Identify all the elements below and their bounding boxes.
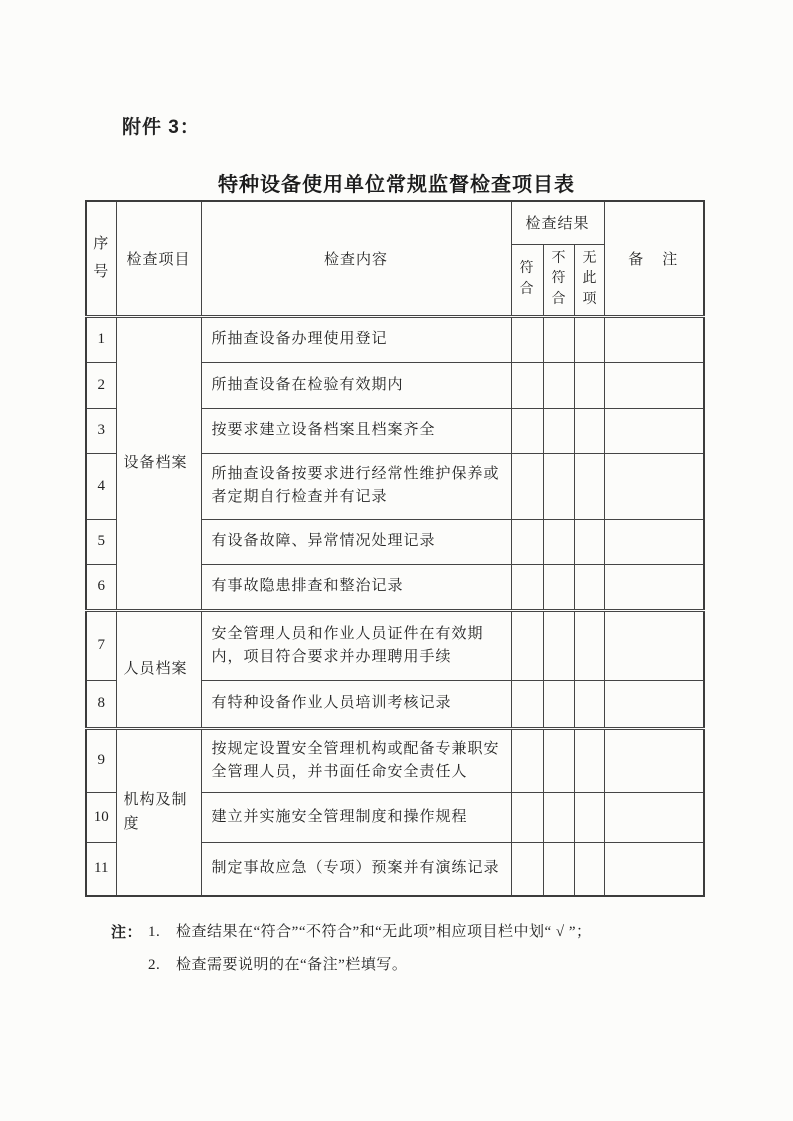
header-result-nonconform: 不符合	[543, 244, 574, 316]
content-cell: 按规定设置安全管理机构或配备专兼职安全管理人员，并书面任命安全责任人	[201, 728, 511, 792]
seq-cell: 4	[86, 453, 116, 519]
seq-cell: 1	[86, 316, 116, 362]
result-cell-na	[574, 680, 604, 728]
result-cell-conform	[511, 564, 543, 610]
result-cell-nonconform	[543, 792, 574, 842]
result-cell-conform	[511, 316, 543, 362]
item-cell-equipment-files: 设备档案	[116, 316, 201, 610]
result-cell-nonconform	[543, 842, 574, 896]
result-cell-nonconform	[543, 316, 574, 362]
remarks-cell	[604, 453, 704, 519]
seq-cell: 2	[86, 362, 116, 408]
remarks-cell	[604, 792, 704, 842]
result-cell-na	[574, 842, 604, 896]
result-cell-na	[574, 362, 604, 408]
remarks-cell	[604, 316, 704, 362]
result-cell-conform	[511, 519, 543, 564]
content-cell: 有特种设备作业人员培训考核记录	[201, 680, 511, 728]
seq-cell: 9	[86, 728, 116, 792]
content-cell: 所抽查设备按要求进行经常性维护保养或者定期自行检查并有记录	[201, 453, 511, 519]
result-cell-nonconform	[543, 362, 574, 408]
content-cell: 所抽查设备在检验有效期内	[201, 362, 511, 408]
seq-cell: 3	[86, 408, 116, 453]
content-cell: 有事故隐患排查和整治记录	[201, 564, 511, 610]
table-row	[86, 610, 704, 680]
result-cell-nonconform	[543, 680, 574, 728]
seq-cell: 8	[86, 680, 116, 728]
note-text: 检查结果在“符合”“不符合”和“无此项”相应项目栏中划“ √ ”；	[176, 924, 592, 940]
remarks-cell	[604, 680, 704, 728]
note-item	[148, 921, 592, 943]
result-cell-conform	[511, 408, 543, 453]
result-cell-nonconform	[543, 610, 574, 680]
result-cell-conform	[511, 362, 543, 408]
header-row-top	[86, 201, 704, 244]
result-cell-conform	[511, 680, 543, 728]
result-cell-nonconform	[543, 408, 574, 453]
header-result: 检查结果	[511, 201, 604, 244]
result-cell-nonconform	[543, 519, 574, 564]
table-row	[86, 728, 704, 792]
result-cell-conform	[511, 610, 543, 680]
result-cell-conform	[511, 792, 543, 842]
content-cell: 制定事故应急（专项）预案并有演练记录	[201, 842, 511, 896]
seq-cell: 11	[86, 842, 116, 896]
header-item: 检查项目	[116, 201, 201, 316]
notes	[111, 921, 592, 987]
header-result-conform: 符合	[511, 244, 543, 316]
note-items	[148, 921, 592, 987]
note-number: 1.	[148, 924, 161, 940]
content-cell: 安全管理人员和作业人员证件在有效期内，项目符合要求并办理聘用手续	[201, 610, 511, 680]
content-cell: 有设备故障、异常情况处理记录	[201, 519, 511, 564]
inspection-table	[85, 200, 705, 897]
note-text: 检查需要说明的在“备注”栏填写。	[176, 957, 408, 973]
result-cell-na	[574, 564, 604, 610]
remarks-cell	[604, 564, 704, 610]
table-row	[86, 316, 704, 362]
content-cell: 所抽查设备办理使用登记	[201, 316, 511, 362]
remarks-cell	[604, 362, 704, 408]
seq-cell: 7	[86, 610, 116, 680]
result-cell-na	[574, 519, 604, 564]
page-title: 特种设备使用单位常规监督检查项目表	[218, 174, 575, 196]
note-number: 2.	[148, 957, 161, 973]
result-cell-nonconform	[543, 564, 574, 610]
result-cell-na	[574, 728, 604, 792]
remarks-cell	[604, 842, 704, 896]
result-cell-na	[574, 453, 604, 519]
item-cell-organization-system: 机构及制度	[116, 728, 201, 896]
result-cell-nonconform	[543, 453, 574, 519]
result-cell-na	[574, 316, 604, 362]
note-item	[148, 954, 592, 976]
remarks-cell	[604, 728, 704, 792]
header-remarks: 备 注	[604, 201, 704, 316]
item-cell-personnel-files: 人员档案	[116, 610, 201, 728]
result-cell-nonconform	[543, 728, 574, 792]
header-seq: 序号	[86, 201, 116, 316]
attachment-label: 附件 3：	[122, 117, 200, 138]
seq-cell: 5	[86, 519, 116, 564]
note-label: 注：	[111, 925, 143, 941]
header-content: 检查内容	[201, 201, 511, 316]
result-cell-na	[574, 792, 604, 842]
result-cell-conform	[511, 453, 543, 519]
header-result-na: 无此项	[574, 244, 604, 316]
remarks-cell	[604, 610, 704, 680]
result-cell-na	[574, 610, 604, 680]
remarks-cell	[604, 519, 704, 564]
result-cell-conform	[511, 728, 543, 792]
content-cell: 按要求建立设备档案且档案齐全	[201, 408, 511, 453]
seq-cell: 6	[86, 564, 116, 610]
seq-cell: 10	[86, 792, 116, 842]
content-cell: 建立并实施安全管理制度和操作规程	[201, 792, 511, 842]
result-cell-conform	[511, 842, 543, 896]
remarks-cell	[604, 408, 704, 453]
result-cell-na	[574, 408, 604, 453]
